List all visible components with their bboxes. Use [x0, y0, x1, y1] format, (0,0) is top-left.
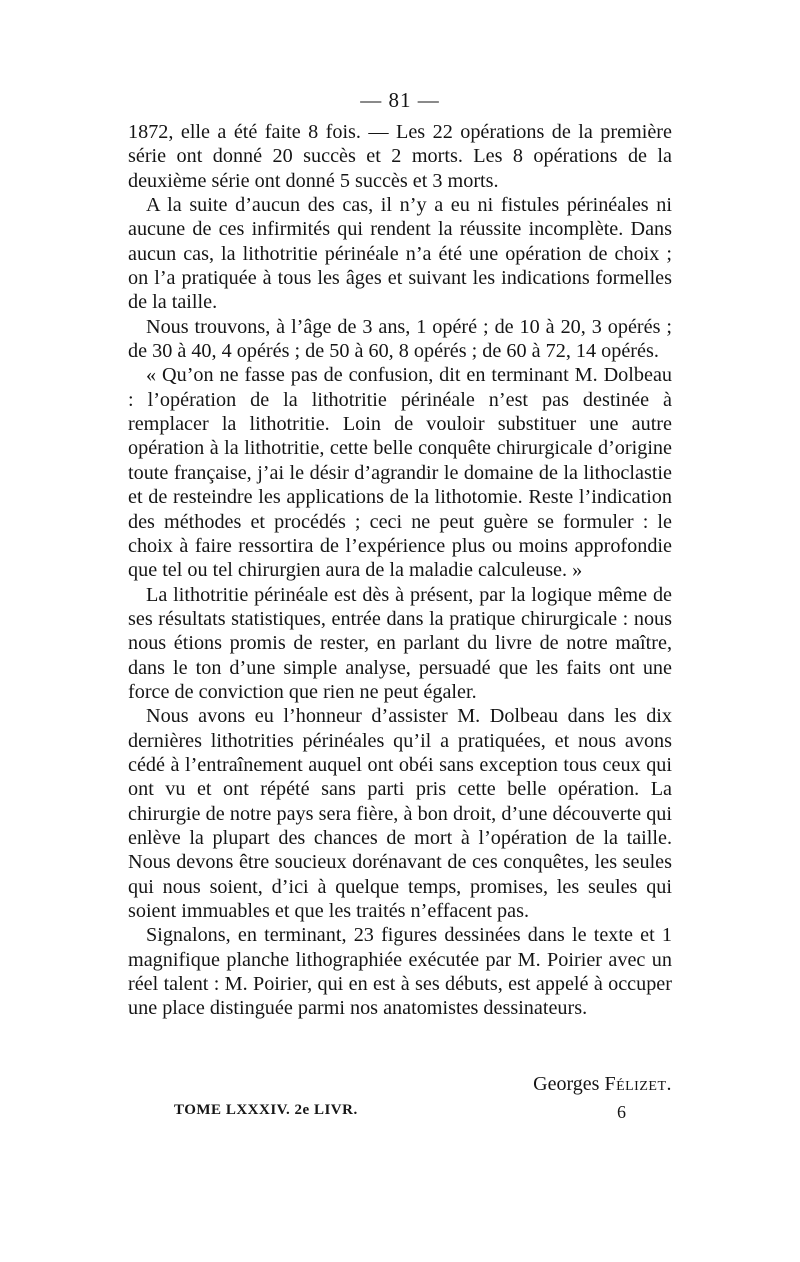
page-footer [130, 1102, 674, 1126]
footer-signature-mark: 6 [617, 1102, 626, 1122]
author-signature [440, 1073, 672, 1096]
page-number: — 81 — [360, 88, 440, 112]
body-text [128, 120, 672, 1021]
paragraph-no-complications: A la suite d’aucun des cas, il n’y a eu ni fistules périnéales ni aucune de ces infirmités qui rendent la réussite incomplète. Dans aucun cas, la lithotritie périnéale n’a été une opération de choix ; on l’a pratiquée à tous les âges et suivant les indications formelles de la taille. [128, 194, 672, 314]
footer-volume: TOME LXXXIV. 2e LIVR. [174, 1102, 358, 1118]
paragraph-statistics-intro: 1872, elle a été faite 8 fois. — Les 22 opérations de la première série ont donné 20 succès et 2 morts. Les 8 opérations de la deuxième série ont donné 5 succès et 3 morts. [128, 121, 672, 192]
paragraph-ages: Nous trouvons, à l’âge de 3 ans, 1 opéré ; de 10 à 20, 3 opérés ; de 30 à 40, 4 opérés ; de 50 à 60, 8 opérés ; de 60 à 72, 14 opérés. [128, 315, 672, 363]
paragraph-honour: Nous avons eu l’honneur d’assister M. Dolbeau dans les dix dernières lithotrities périnéales qu’il a pratiquées, et nous avons cédé à l’entraînement auquel ont obéi sans exception tous ceux qui ont vu et ont répété sans parti pris cette belle opération. La chirurgie de notre pays sera fière, à bon droit, d’une découverte qui enlève la plupart des chances de mort à l’opération de la taille. Nous devons être soucieux dorénavant de ces conquêtes, les seules qui nous soient, d’ici à quelque temps, promises, les seules qui soient immuables et que les traités n’effacent pas. [128, 705, 672, 922]
paragraph-dolbeau-quote: « Qu’on ne fasse pas de confusion, dit en terminant M. Dolbeau : l’opération de la lithotritie périnéale n’est pas destinée à remplacer la lithotritie. Loin de vouloir substituer une autre opération à la lithotritie, cette belle conquête chirurgicale d’origine toute française, j’ai le désir d’agrandir le domaine de la lithoclastie et de resteindre les applications de la lithotomie. Reste l’indication des méthodes et procédés ; ceci ne peut guère se formuler : le choix à faire ressortira de l’expérience plus ou moins approfondie que tel ou tel chirurgien aura de la maladie calculeuse. » [128, 364, 672, 582]
paragraph-perineal-lithotrity: La lithotritie périnéale est dès à présent, par la logique même de ses résultats statistiques, entrée dans la pratique chirurgicale : nous nous étions promis de rester, en parlant du livre de notre maître, dans le ton d’une simple analyse, persuadé que les faits ont une force de conviction que rien ne peut égaler. [128, 583, 672, 703]
signature-last-name: Félizet. [604, 1073, 672, 1095]
signature-first-name: Georges [533, 1073, 600, 1095]
paragraph-figures: Signalons, en terminant, 23 figures dessinées dans le texte et 1 magnifique planche lithographiée exécutée par M. Poirier avec un réel talent : M. Poirier, qui en est à ses débuts, est appelé à occuper une place distinguée parmi nos anatomistes dessinateurs. [128, 924, 672, 1020]
